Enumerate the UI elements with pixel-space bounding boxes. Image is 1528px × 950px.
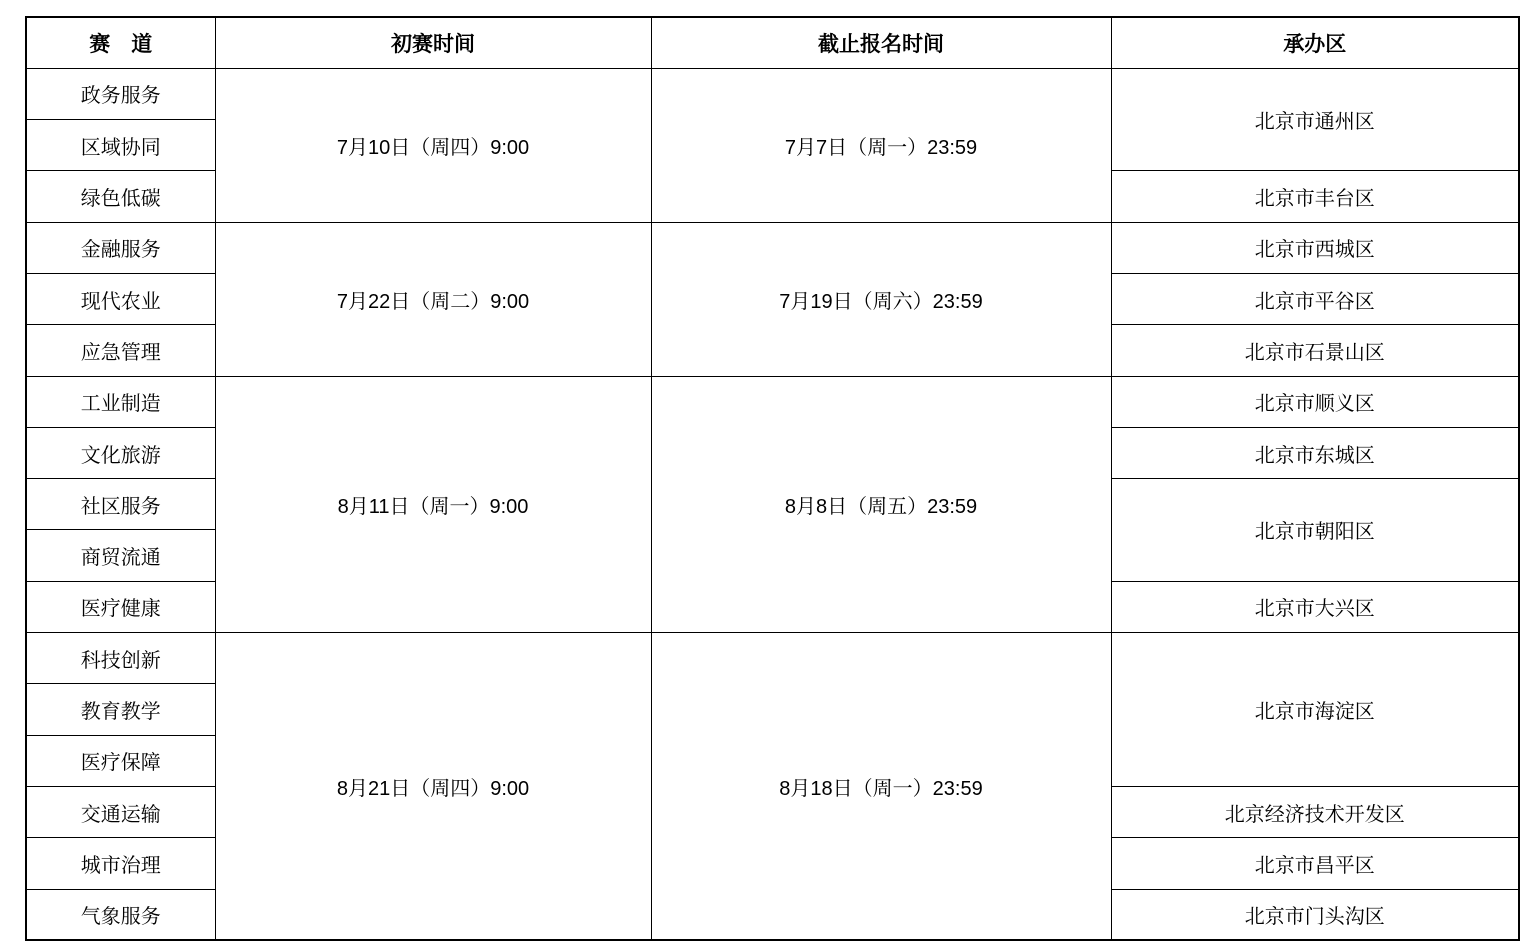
preliminary-time-cell: 7月10日（周四）9:00	[215, 68, 651, 222]
track-cell: 医疗保障	[26, 735, 215, 786]
district-cell: 北京市顺义区	[1111, 376, 1519, 427]
track-cell: 社区服务	[26, 479, 215, 530]
track-cell: 工业制造	[26, 376, 215, 427]
track-cell: 金融服务	[26, 222, 215, 273]
track-cell: 气象服务	[26, 889, 215, 940]
district-cell: 北京市西城区	[1111, 222, 1519, 273]
registration-deadline-cell: 7月19日（周六）23:59	[651, 222, 1111, 376]
track-cell: 绿色低碳	[26, 171, 215, 222]
preliminary-time-cell: 8月11日（周一）9:00	[215, 376, 651, 632]
track-cell: 医疗健康	[26, 581, 215, 632]
schedule-table	[25, 16, 1520, 941]
track-cell: 区域协同	[26, 120, 215, 171]
district-cell: 北京经济技术开发区	[1111, 786, 1519, 837]
preliminary-time-cell: 8月21日（周四）9:00	[215, 633, 651, 941]
track-cell: 现代农业	[26, 273, 215, 324]
district-cell: 北京市通州区	[1111, 68, 1519, 171]
header-registration-deadline: 截止报名时间	[651, 17, 1111, 68]
registration-deadline-cell: 7月7日（周一）23:59	[651, 68, 1111, 222]
district-cell: 北京市石景山区	[1111, 325, 1519, 376]
header-track: 赛 道	[26, 17, 215, 68]
header-preliminary-time: 初赛时间	[215, 17, 651, 68]
preliminary-time-cell: 7月22日（周二）9:00	[215, 222, 651, 376]
track-cell: 商贸流通	[26, 530, 215, 581]
district-cell: 北京市大兴区	[1111, 581, 1519, 632]
track-cell: 文化旅游	[26, 427, 215, 478]
district-cell: 北京市朝阳区	[1111, 479, 1519, 582]
table-row	[26, 376, 1519, 427]
track-cell: 交通运输	[26, 786, 215, 837]
table-row	[26, 68, 1519, 119]
track-cell: 城市治理	[26, 838, 215, 889]
district-cell: 北京市平谷区	[1111, 273, 1519, 324]
district-cell: 北京市门头沟区	[1111, 889, 1519, 940]
district-cell: 北京市昌平区	[1111, 838, 1519, 889]
table-row	[26, 633, 1519, 684]
table-row	[26, 222, 1519, 273]
district-cell: 北京市丰台区	[1111, 171, 1519, 222]
district-cell: 北京市东城区	[1111, 427, 1519, 478]
district-cell: 北京市海淀区	[1111, 633, 1519, 787]
registration-deadline-cell: 8月18日（周一）23:59	[651, 633, 1111, 941]
header-host-district: 承办区	[1111, 17, 1519, 68]
header-row	[26, 17, 1519, 68]
track-cell: 政务服务	[26, 68, 215, 119]
registration-deadline-cell: 8月8日（周五）23:59	[651, 376, 1111, 632]
track-cell: 科技创新	[26, 633, 215, 684]
track-cell: 应急管理	[26, 325, 215, 376]
track-cell: 教育教学	[26, 684, 215, 735]
